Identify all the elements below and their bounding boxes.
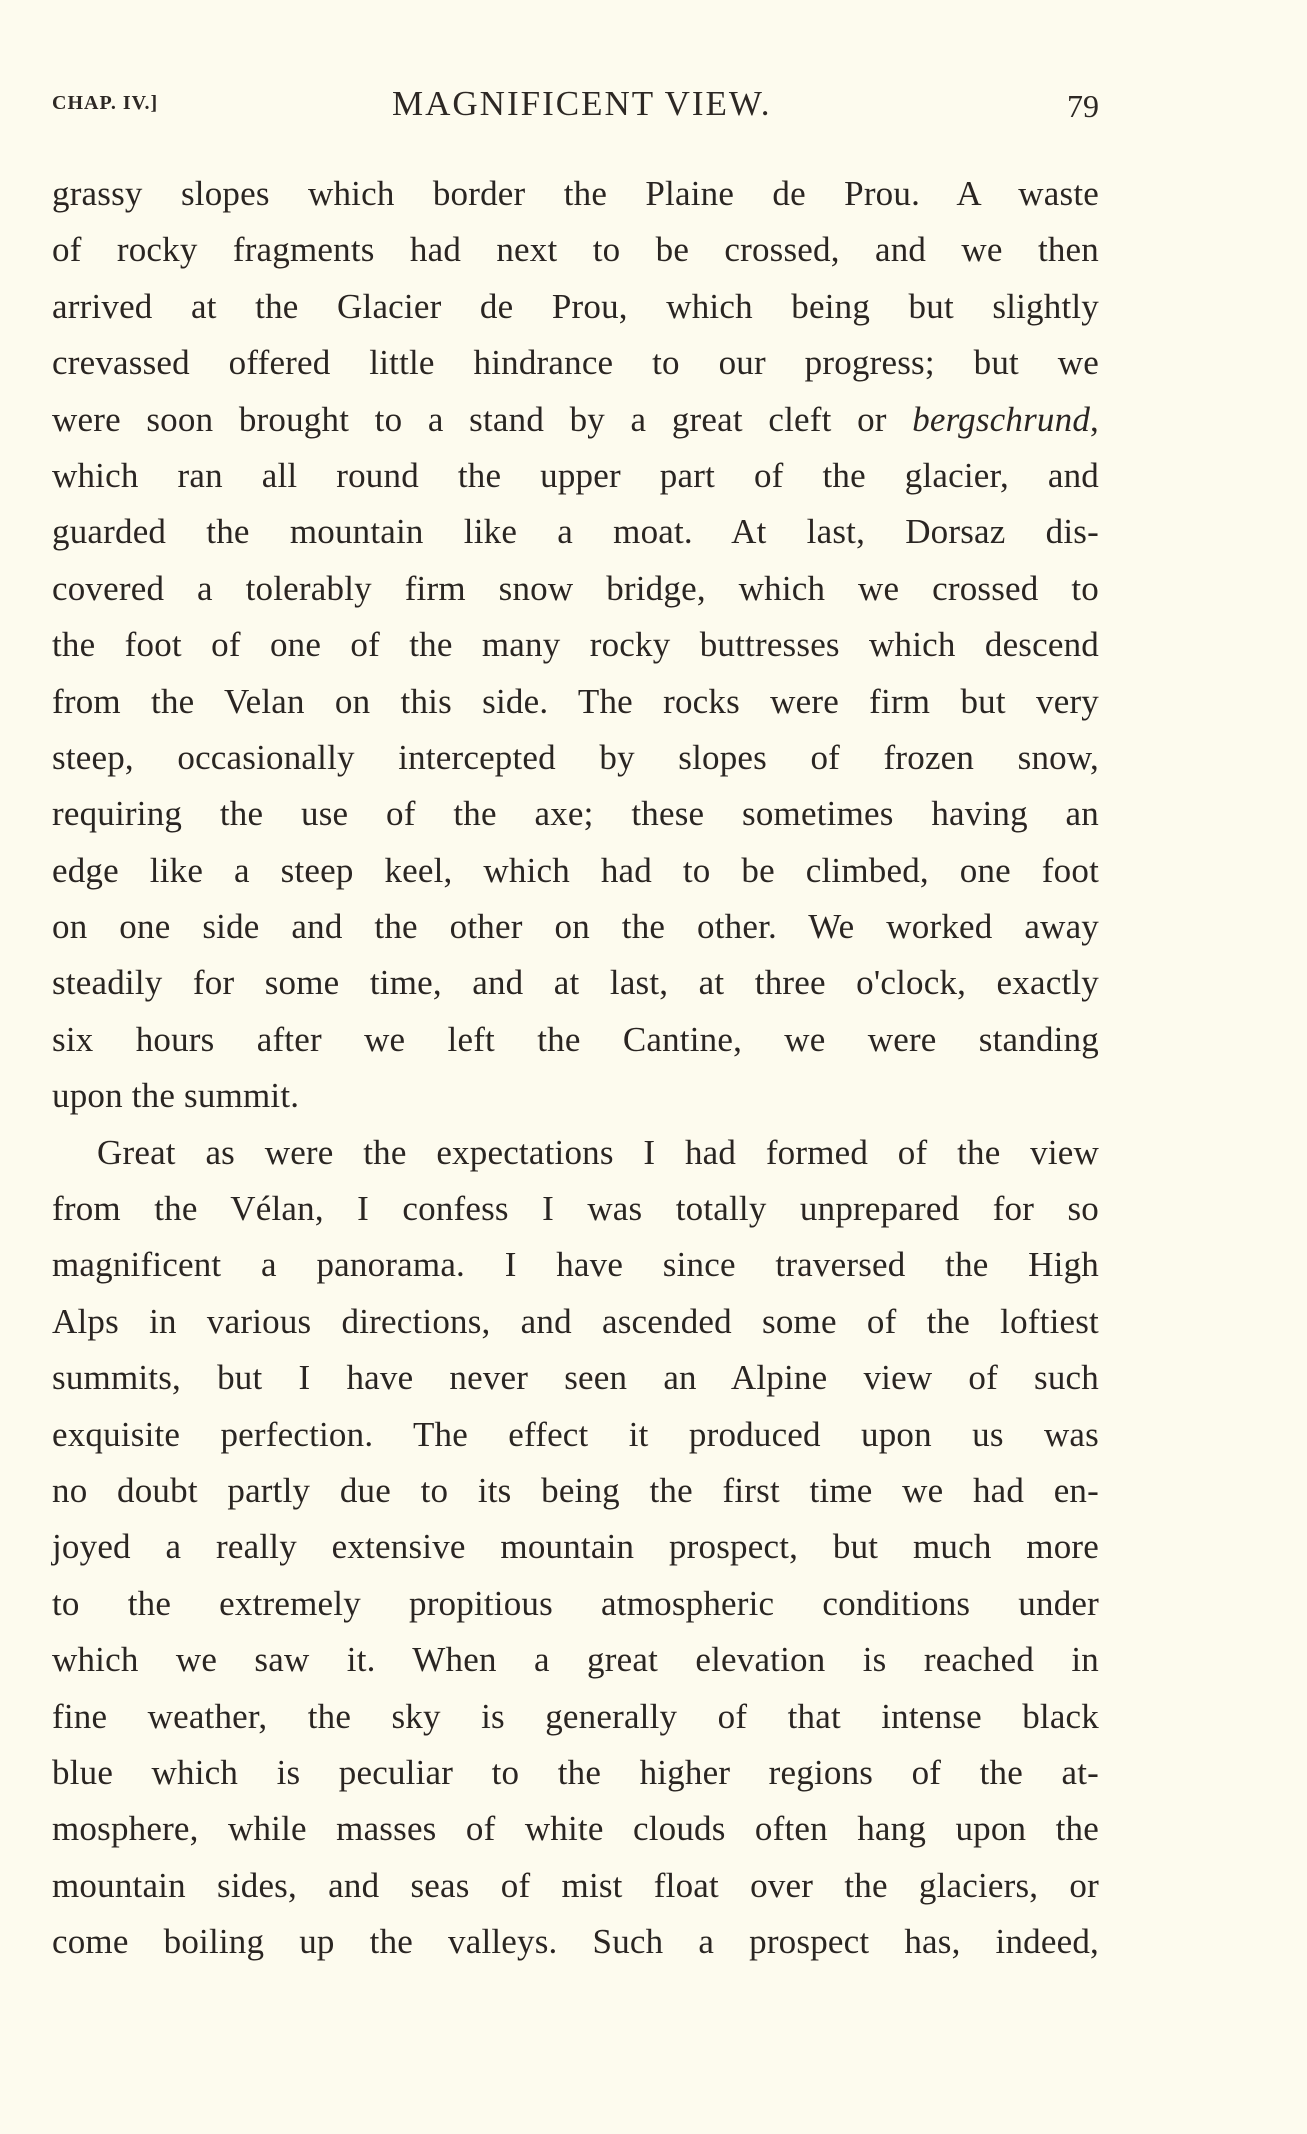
- paragraph: [52, 166, 1099, 1125]
- text-line: steadily for some time, and at last, at three o'clock, exactly: [52, 963, 1099, 1003]
- text-line: mountain sides, and seas of mist float over the glaciers, or: [52, 1865, 1099, 1905]
- text-line: edge like a steep keel, which had to be climbed, one foot: [52, 850, 1099, 890]
- text-line: to the extremely propitious atmospheric conditions under: [52, 1583, 1099, 1623]
- text-line: come boiling up the valleys. Such a prospect has, indeed,: [52, 1922, 1099, 1962]
- text-line: grassy slopes which border the Plaine de Prou. A waste: [52, 174, 1099, 213]
- text-line: Alps in various directions, and ascended some of the loftiest: [52, 1301, 1099, 1341]
- text-line: covered a tolerably firm snow bridge, which we crossed to: [52, 568, 1099, 608]
- text-line: of rocky fragments had next to be crossed, and we then: [52, 230, 1099, 270]
- body-text: [52, 166, 1099, 1971]
- text-line: on one side and the other on the other. We worked away: [52, 907, 1099, 947]
- text-line: six hours after we left the Cantine, we were standing: [52, 1019, 1099, 1059]
- text-line: summits, but I have never seen an Alpine view of such: [52, 1358, 1099, 1398]
- text-line: steep, occasionally intercepted by slopes of frozen snow,: [52, 737, 1099, 777]
- text-line: which ran all round the upper part of the glacier, and: [52, 455, 1099, 495]
- text-line: exquisite perfection. The effect it produced upon us was: [52, 1414, 1099, 1454]
- text-line: mosphere, while masses of white clouds often hang upon the: [52, 1809, 1099, 1849]
- running-title: MAGNIFICENT VIEW.: [392, 84, 772, 123]
- text-line: from the Velan on this side. The rocks were firm but very: [52, 681, 1099, 721]
- text-line: Great as were the expectations I had formed of the view: [97, 1132, 1099, 1172]
- text-line: upon the summit.: [52, 1076, 300, 1116]
- text-line-with-italic: were soon brought to a stand by a great cleft or bergschrund,: [52, 399, 1099, 439]
- text-line: magnificent a panorama. I have since traversed the High: [52, 1245, 1099, 1285]
- text-line: from the Vélan, I confess I was totally unprepared for so: [52, 1189, 1099, 1229]
- text-line: arrived at the Glacier de Prou, which being but slightly: [52, 286, 1099, 326]
- text-line: no doubt partly due to its being the first time we had en-: [52, 1470, 1099, 1510]
- text-line: which we saw it. When a great elevation is reached in: [52, 1640, 1099, 1680]
- paragraph: [52, 1125, 1099, 1971]
- text-line: crevassed offered little hindrance to our progress; but we: [52, 343, 1099, 383]
- italic-term: bergschrund: [912, 399, 1091, 439]
- text-line: guarded the mountain like a moat. At last, Dorsaz dis-: [52, 512, 1099, 552]
- chapter-label: CHAP. IV.]: [52, 92, 159, 114]
- text-line: requiring the use of the axe; these sometimes having an: [52, 794, 1099, 834]
- text-line: joyed a really extensive mountain prospect, but much more: [52, 1527, 1099, 1567]
- running-header: [52, 84, 1099, 124]
- text-line: the foot of one of the many rocky buttresses which descend: [52, 625, 1099, 665]
- text-line: blue which is peculiar to the higher regions of the at-: [52, 1752, 1099, 1792]
- text-line: fine weather, the sky is generally of that intense black: [52, 1696, 1099, 1736]
- page-number: 79: [1067, 88, 1099, 124]
